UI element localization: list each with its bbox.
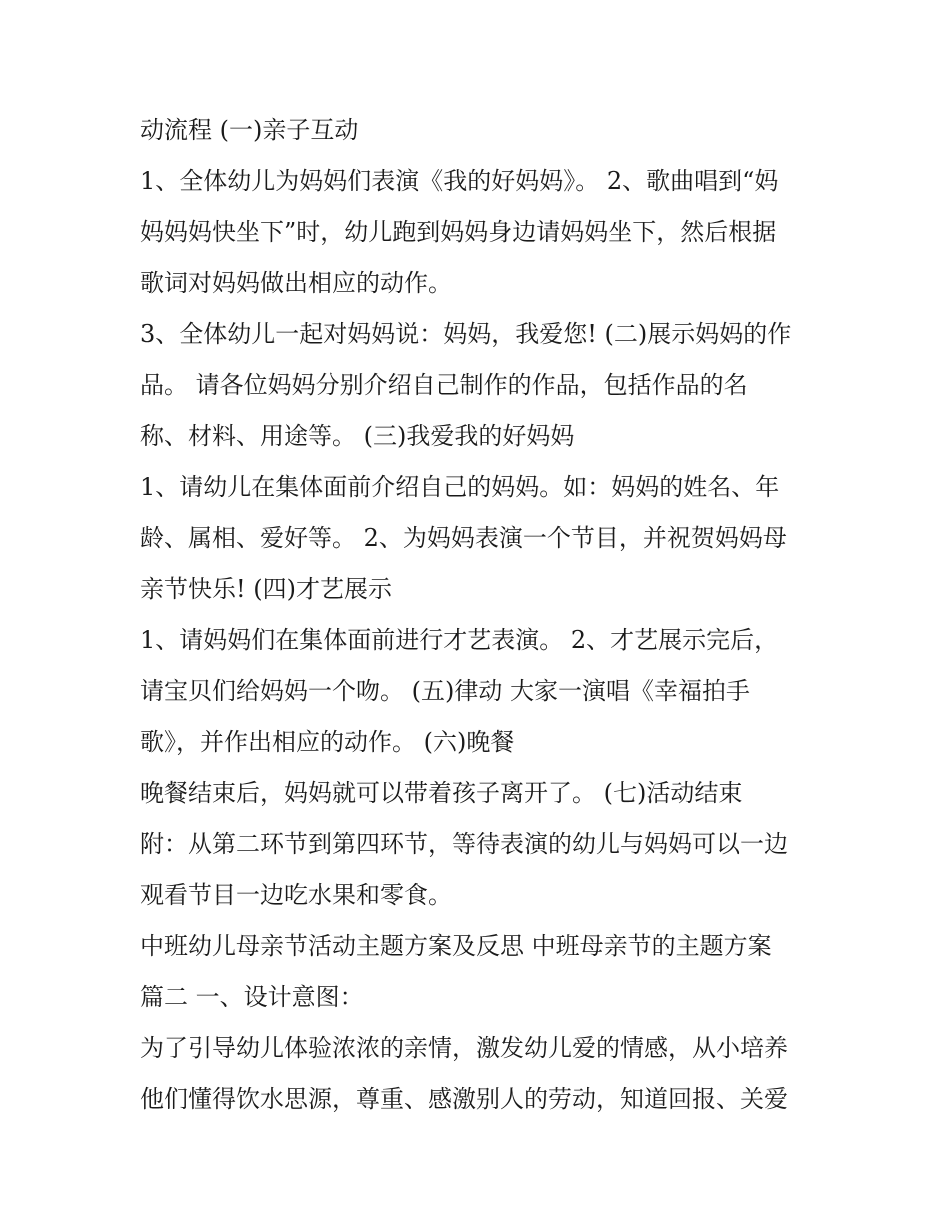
text-line: 为了引导幼儿体验浓浓的亲情，激发幼儿爱的情感，从小培养 (140, 1034, 788, 1062)
text-line: 1、请幼儿在集体面前介绍自己的妈妈。如：妈妈的姓名、年 (140, 473, 780, 501)
text-line: 歌》，并作出相应的动作。 (六)晚餐 (140, 728, 515, 756)
text-line: 附：从第二环节到第四环节，等待表演的幼儿与妈妈可以一边 (140, 830, 788, 858)
text-line: 1、请妈妈们在集体面前进行才艺表演。 2、才艺展示完后， (140, 626, 779, 654)
text-line: 称、材料、用途等。 (三)我爱我的好妈妈 (140, 422, 575, 450)
text-line: 他们懂得饮水思源，尊重、感激别人的劳动，知道回报、关爱 (140, 1085, 788, 1113)
text-line: 歌词对妈妈做出相应的动作。 (140, 269, 452, 297)
text-line: 龄、属相、爱好等。 2、为妈妈表演一个节目，并祝贺妈妈母 (140, 524, 787, 552)
text-line: 妈妈妈快坐下”时，幼儿跑到妈妈身边请妈妈坐下，然后根据 (140, 218, 777, 246)
text-line: 1、全体幼儿为妈妈们表演《我的好妈妈》。 2、歌曲唱到“妈 (140, 167, 779, 195)
text-line: 晚餐结束后，妈妈就可以带着孩子离开了。 (七)活动结束 (140, 779, 743, 807)
text-line: 3、全体幼儿一起对妈妈说：妈妈，我爱您! (二)展示妈妈的作 (140, 320, 792, 348)
text-line: 中班幼儿母亲节活动主题方案及反思 中班母亲节的主题方案 (140, 932, 772, 960)
text-line: 品。 请各位妈妈分别介绍自己制作的作品，包括作品的名 (140, 371, 748, 399)
text-line: 篇二 一、设计意图： (140, 983, 364, 1011)
text-line: 亲节快乐! (四)才艺展示 (140, 575, 392, 603)
text-line: 请宝贝们给妈妈一个吻。 (五)律动 大家一演唱《幸福拍手 (140, 677, 750, 705)
text-line: 动流程 (一)亲子互动 (140, 116, 359, 144)
text-line: 观看节目一边吃水果和零食。 (140, 881, 452, 909)
